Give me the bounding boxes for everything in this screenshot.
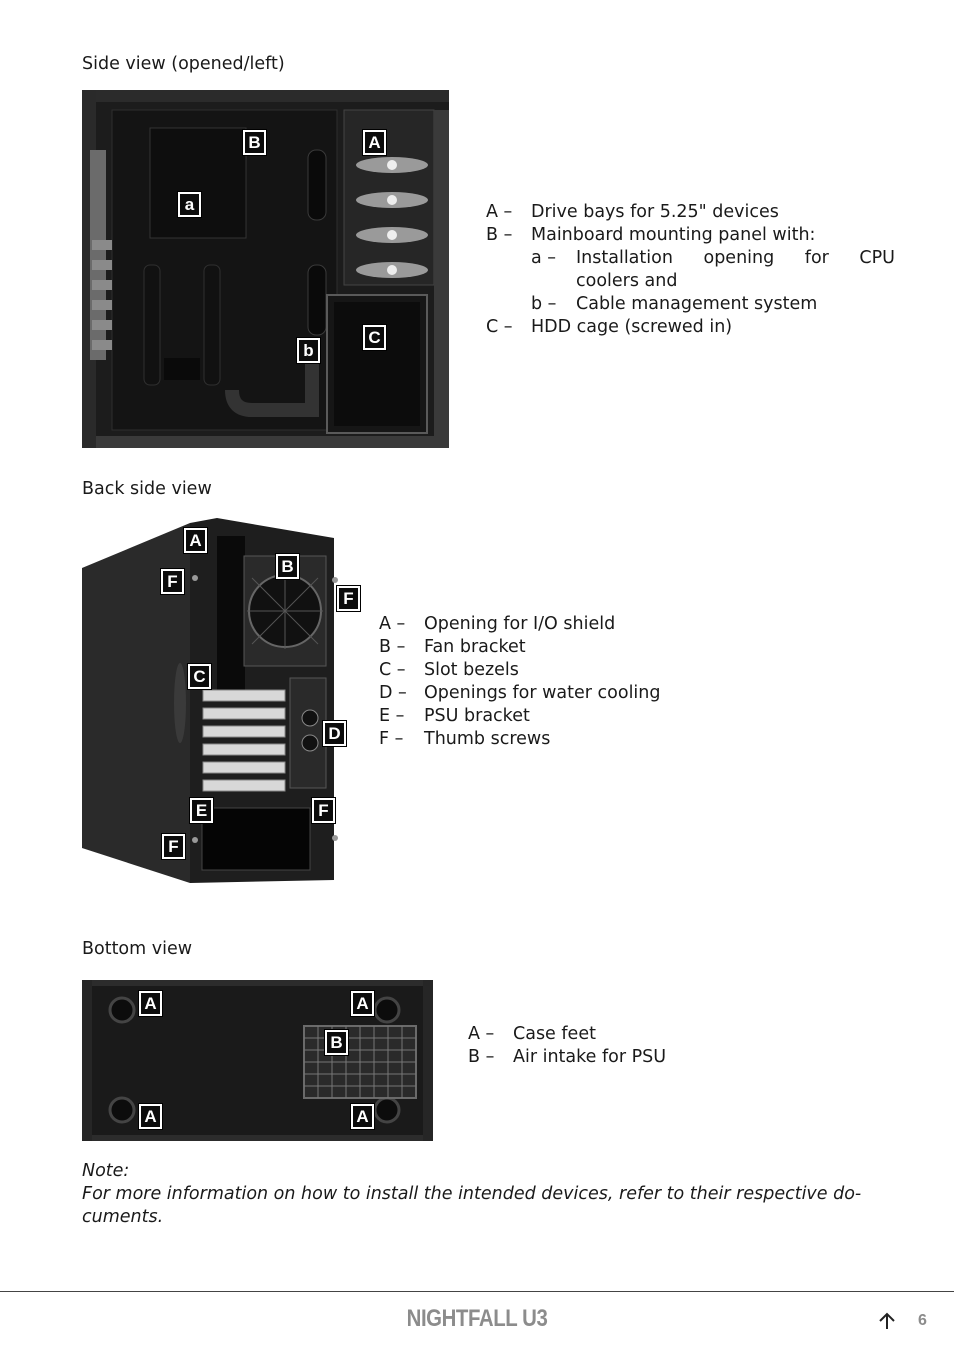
note-text: For more information on how to install the intended devices, refer to their respective do-cuments. (82, 1184, 862, 1227)
bottom-badge-a: A (139, 1104, 162, 1129)
legend-item: A – Drive bays for 5.25" devices (486, 202, 779, 222)
footer-divider (0, 1291, 954, 1292)
side-badge-a: A (363, 130, 386, 155)
legend-subitem-cont: coolers and (576, 271, 678, 291)
legend-item: C – HDD cage (screwed in) (486, 317, 733, 337)
back-badge-b: B (276, 554, 299, 579)
back-badge-a: A (184, 528, 207, 553)
bottom-badge-a: A (351, 1104, 374, 1129)
page-number: 6 (918, 1312, 927, 1329)
back-badge-d: D (323, 721, 346, 746)
side-view-legend (486, 201, 895, 339)
bottom-view-heading: Bottom view (82, 939, 193, 959)
bottom-view-photo (82, 980, 433, 1141)
legend-item: A – Opening for I/O shield (379, 614, 616, 634)
back-view-legend (379, 613, 661, 751)
legend-item: D – Openings for water cooling (379, 683, 661, 703)
back-badge-f: F (312, 798, 335, 823)
back-badge-f: F (162, 834, 185, 859)
bottom-badge-a: A (139, 991, 162, 1016)
side-view-heading: Side view (opened/left) (82, 54, 285, 74)
legend-subitem: a – Installation opening for CPU (531, 248, 895, 268)
note (82, 1160, 898, 1229)
side-badge-c: C (363, 325, 386, 350)
back-view-heading: Back side view (82, 479, 212, 499)
legend-item: F – Thumb screws (379, 729, 551, 749)
bottom-badge-a: A (351, 991, 374, 1016)
back-view-photo (82, 518, 354, 883)
side-view-photo (82, 90, 449, 448)
arrow-up-icon[interactable] (876, 1310, 898, 1332)
legend-item: B – Fan bracket (379, 637, 526, 657)
side-badge-small-a: a (178, 192, 201, 217)
bottom-badge-b: B (325, 1030, 348, 1055)
legend-item: B – Mainboard mounting panel with: (486, 225, 816, 245)
note-label: Note: (82, 1161, 130, 1181)
legend-subitem: b – Cable management system (531, 294, 818, 314)
legend-item: C – Slot bezels (379, 660, 519, 680)
back-badge-c: C (188, 664, 211, 689)
bottom-view-legend (468, 1023, 666, 1069)
side-badge-b: B (243, 130, 266, 155)
legend-item: E – PSU bracket (379, 706, 530, 726)
footer-brand: NIGHTFALL U3 (406, 1305, 548, 1332)
back-badge-e: E (190, 798, 213, 823)
legend-item: B – Air intake for PSU (468, 1047, 667, 1067)
side-badge-small-b: b (297, 338, 320, 363)
justified-line: Installation opening for CPU (576, 248, 895, 268)
legend-item: A – Case feet (468, 1024, 596, 1044)
back-badge-f: F (161, 569, 184, 594)
back-badge-f: F (337, 586, 360, 611)
